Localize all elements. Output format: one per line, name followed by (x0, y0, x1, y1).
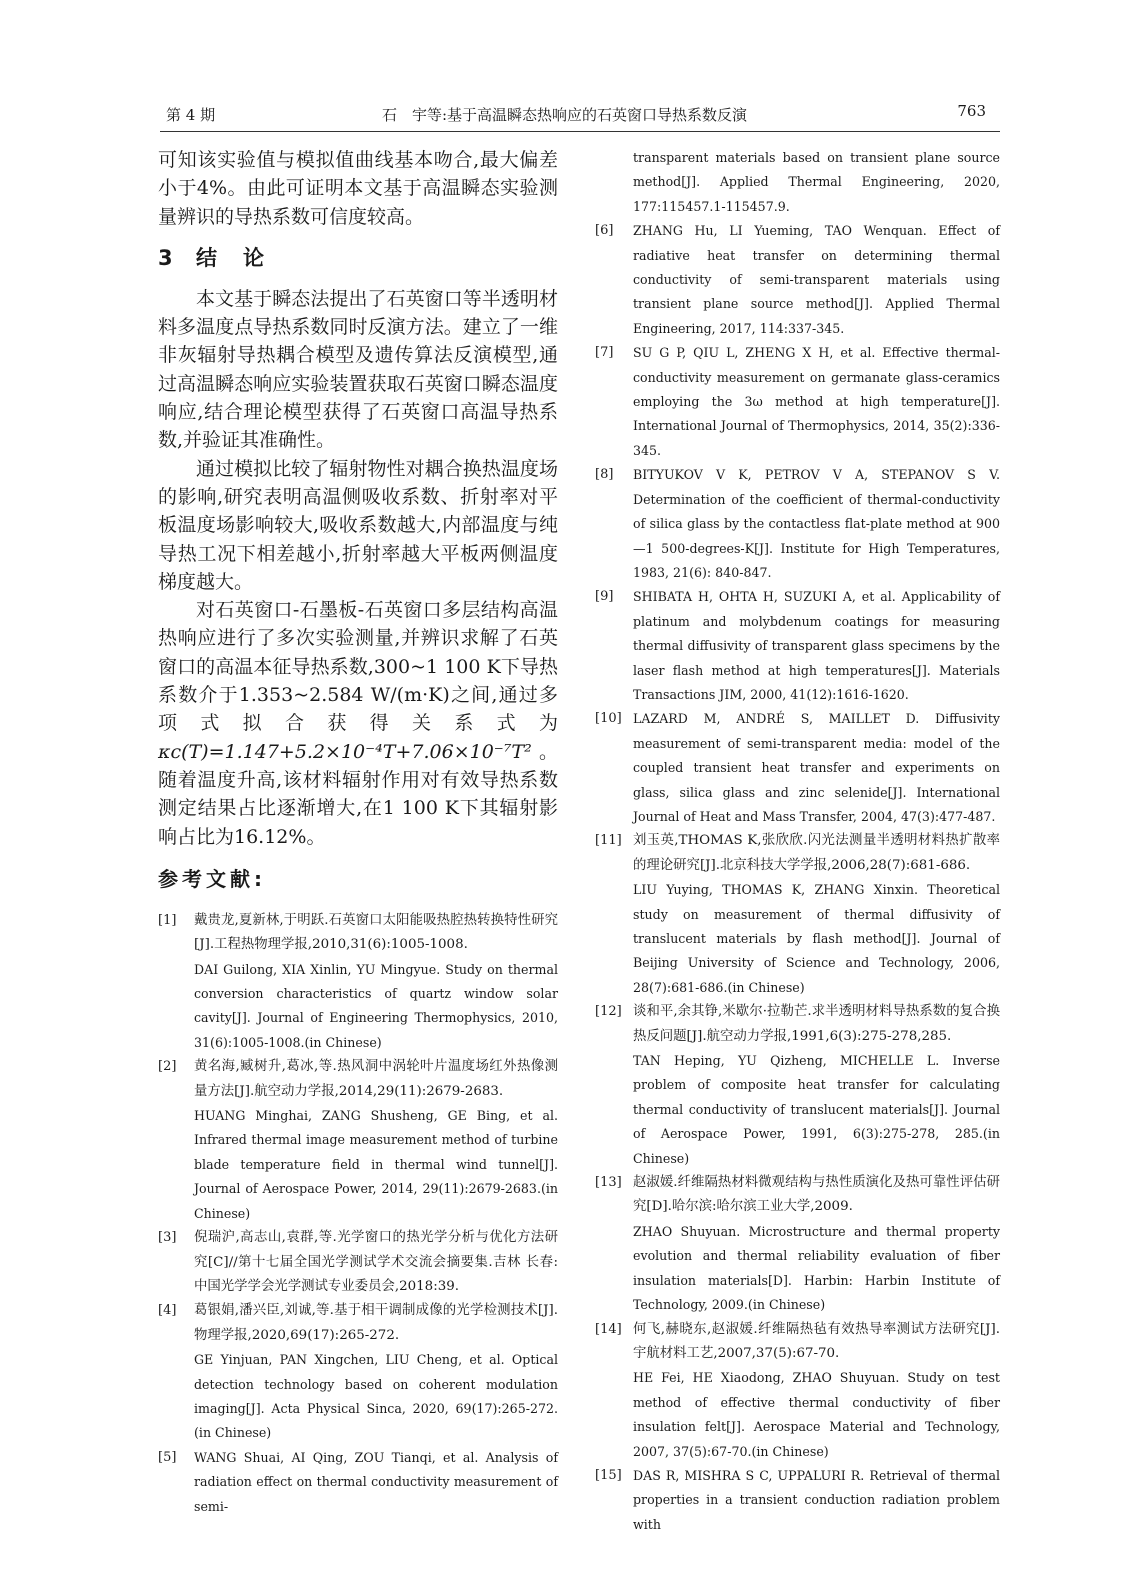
reference-item (158, 1446, 558, 1519)
reference-chinese: 黄名海,臧树升,葛冰,等.热风洞中涡轮叶片温度场红外热像测量方法[J].航空动力学报,2014,29(11):2679-2683. (194, 1059, 558, 1099)
left-column (158, 146, 558, 1519)
running-header (160, 102, 998, 128)
reference-number: [2] (158, 1059, 177, 1075)
reference-chinese: 刘玉英,THOMAS K,张欣欣.闪光法测量半透明材料热扩散率的理论研究[J].北京科技大学学报,2006,28(7):681-686. (633, 833, 1000, 873)
section-heading (158, 245, 558, 271)
reference-number: [8] (595, 467, 614, 483)
para3-part-a: 对石英窗口-石墨板-石英窗口多层结构高温热响应进行了多次实验测量,并辨识求解了石英窗口的高温本征导热系数,300~1 100 K下导热系数介于1.353~2.584 W/(m·K)之间,通过多项式拟合获得关系式为 (158, 599, 558, 735)
intro-paragraph: 可知该实验值与模拟值曲线基本吻合,最大偏差小于4%。由此可证明本文基于高温瞬态实验测量辨识的导热系数可信度较高。 (158, 149, 558, 228)
page-number: 763 (957, 102, 986, 120)
fit-formula: κc(T)=1.147+5.2×10⁻⁴T+7.06×10⁻⁷T² (158, 740, 532, 763)
right-column (597, 146, 1000, 1537)
reference-number: [12] (595, 1004, 622, 1020)
reference-english: WANG Shuai, AI Qing, ZOU Tianqi, et al. Analysis of radiation effect on thermal conductivity measurement of semi- (194, 1449, 558, 1514)
reference-item (597, 1318, 1000, 1464)
reference-item (597, 707, 1000, 829)
reference-english: ZHANG Hu, LI Yueming, TAO Wenquan. Effect of radiative heat transfer on determining thermal conductivity of semi-transparent materials using transient plane source method[J]. Applied Thermal Engineering, 2017, 114:337-345. (633, 223, 1000, 336)
running-title: 石 宇等:基于高温瞬态热响应的石英窗口导热系数反演 (382, 106, 748, 124)
reference-number: [5] (158, 1449, 177, 1465)
reference-english: SU G P, QIU L, ZHENG X H, et al. Effective thermal-conductivity measurement on germanate glass-ceramics employing the 3ω method at high temperature[J]. International Journal of Thermophysics, 2014, 35(2):336-345. (633, 345, 1000, 458)
reference-english: SHIBATA H, OHTA H, SUZUKI A, et al. Applicability of platinum and molybdenum coatings for measuring thermal diffusivity of transparent glass specimens by the laser flash method at high temperatures[J]. Materials Transactions JIM, 2000, 41(12):1616-1620. (633, 589, 1000, 702)
reference-number: [15] (595, 1467, 622, 1483)
reference-number: [1] (158, 912, 177, 928)
reference-item (597, 1000, 1000, 1171)
reference-item (158, 909, 558, 1055)
reference-chinese: 戴贵龙,夏新林,于明跃.石英窗口太阳能吸热腔热转换特性研究[J].工程热物理学报,2010,31(6):1005-1008. (194, 912, 558, 953)
issue-number: 第 4 期 (166, 106, 216, 124)
reference-item (158, 1055, 558, 1226)
reference-english: HE Fei, HE Xiaodong, ZHAO Shuyuan. Study on test method of effective thermal conductivity of fiber insulation felt[J]. Aerospace Material and Technology, 2007, 37(5):67-70.(in Chinese) (633, 1370, 1000, 1459)
reference-item (597, 1171, 1000, 1317)
reference-english: DAI Guilong, XIA Xinlin, YU Mingyue. Study on thermal conversion characteristics of quartz window solar cavity[J]. Journal of Engineering Thermophysics, 2010, 31(6):1005-1008.(in Chinese) (194, 961, 558, 1050)
references-list-left (158, 909, 558, 1519)
reference-english: TAN Heping, YU Qizheng, MICHELLE L. Inverse problem of composite heat transfer for calculating thermal conductivity of translucent materials[J]. Journal of Aerospace Power, 1991, 6(3):275-278, 285.(in Chinese) (633, 1053, 1000, 1166)
header-rule (160, 131, 1000, 132)
reference-chinese: 谈和平,余其铮,米歇尔·拉勒芒.求半透明材料导热系数的复合换热反问题[J].航空动力学报,1991,6(3):275-278,285. (633, 1004, 1000, 1044)
section-title: 结论 (196, 245, 290, 270)
reference-item (597, 1464, 1000, 1537)
reference-number: [11] (595, 833, 622, 849)
reference-chinese: 何飞,赫晓东,赵淑媛.纤维隔热毡有效热导率测试方法研究[J].宇航材料工艺,2007,37(5):67-70. (633, 1321, 1000, 1361)
reference-number: [10] (595, 711, 622, 727)
conclusion-para-3 (158, 596, 558, 851)
para3-part-b: 。随着温度升高,该材料辐射作用对有效导热系数测定结果占比逐渐增大,在1 100 K下其辐射影响占比为16.12%。 (158, 740, 558, 848)
reference-chinese: 赵淑媛.纤维隔热材料微观结构与热性质演化及热可靠性评估研究[D].哈尔滨:哈尔滨工业大学,2009. (633, 1175, 1000, 1215)
reference-number: [14] (595, 1321, 622, 1337)
references-heading: 参考文献: (158, 866, 266, 891)
reference-item (597, 829, 1000, 1000)
reference-english: LIU Yuying, THOMAS K, ZHANG Xinxin. Theoretical study on measurement of thermal diffusivity of translucent materials by flash method[J]. Journal of Beijing University of Science and Technology, 2006, 28(7):681-686.(in Chinese) (633, 882, 1000, 995)
reference-english: ZHAO Shuyuan. Microstructure and thermal property evolution and thermal reliability evaluation of fiber insulation materials[D]. Harbin: Harbin Institute of Technology, 2009.(in Chinese) (633, 1223, 1000, 1313)
reference-item (597, 219, 1000, 341)
section-number: 3 (158, 245, 173, 270)
reference-chinese: 葛银娟,潘兴臣,刘诚,等.基于相干调制成像的光学检测技术[J].物理学报,2020,69(17):265-272. (194, 1303, 558, 1343)
reference-item (597, 341, 1000, 463)
conclusion-para-1: 本文基于瞬态法提出了石英窗口等半透明材料多温度点导热系数同时反演方法。建立了一维非灰辐射导热耦合模型及遗传算法反演模型,通过高温瞬态响应实验装置获取石英窗口瞬态温度响应,结合理论模型获得了石英窗口高温导热系数,并验证其准确性。 (158, 287, 558, 452)
reference-number: [7] (595, 345, 614, 361)
reference-number: [4] (158, 1303, 177, 1319)
reference-number: [9] (595, 589, 614, 605)
reference-item (597, 585, 1000, 707)
reference-chinese: 倪瑞沪,高志山,袁群,等.光学窗口的热光学分析与优化方法研究[C]//第十七届全国光学测试学术交流会摘要集.吉林 长春:中国光学学会光学测试专业委员会,2018:39. (194, 1230, 558, 1294)
reference-english: LAZARD M, ANDRÉ S, MAILLET D. Diffusivity measurement of semi-transparent media: model of the coupled transient heat transfer and experiments on glass, silica glass and zinc selenide[J]. International Journal of Heat and Mass Transfer, 2004, 47(3):477-487. (633, 711, 1000, 824)
reference-continuation: transparent materials based on transient plane source method[J]. Applied Thermal Engineering, 2020, 177:115457.1-115457.9. (633, 150, 1000, 214)
reference-item (597, 463, 1000, 585)
reference-english: BITYUKOV V K, PETROV V A, STEPANOV S V. Determination of the coefficient of thermal-conductivity of silica glass by the contactless flat-plate method at 900—1 500-degrees-K[J]. Institute for High Temperatures, 1983, 21(6): 840-847. (633, 467, 1000, 580)
references-list-right (597, 219, 1000, 1537)
reference-english: HUANG Minghai, ZANG Shusheng, GE Bing, et al. Infrared thermal image measurement method of turbine blade temperature field in thermal wind tunnel[J]. Journal of Aerospace Power, 2014, 29(11):2679-2683.(in Chinese) (194, 1108, 558, 1221)
reference-number: [6] (595, 223, 614, 239)
reference-item (158, 1226, 558, 1299)
reference-item (158, 1299, 558, 1445)
conclusion-para-2: 通过模拟比较了辐射物性对耦合换热温度场的影响,研究表明高温侧吸收系数、折射率对平板温度场影响较大,吸收系数越大,内部温度与纯导热工况下相差越小,折射率越大平板两侧温度梯度越大。 (158, 457, 558, 593)
reference-number: [13] (595, 1175, 622, 1191)
reference-english: DAS R, MISHRA S C, UPPALURI R. Retrieval of thermal properties in a transient conduction radiation problem with (633, 1467, 1000, 1532)
reference-number: [3] (158, 1230, 177, 1246)
reference-english: GE Yinjuan, PAN Xingchen, LIU Cheng, et al. Optical detection technology based on coherent modulation imaging[J]. Acta Physical Sinca, 2020, 69(17):265-272.(in Chinese) (194, 1352, 558, 1441)
